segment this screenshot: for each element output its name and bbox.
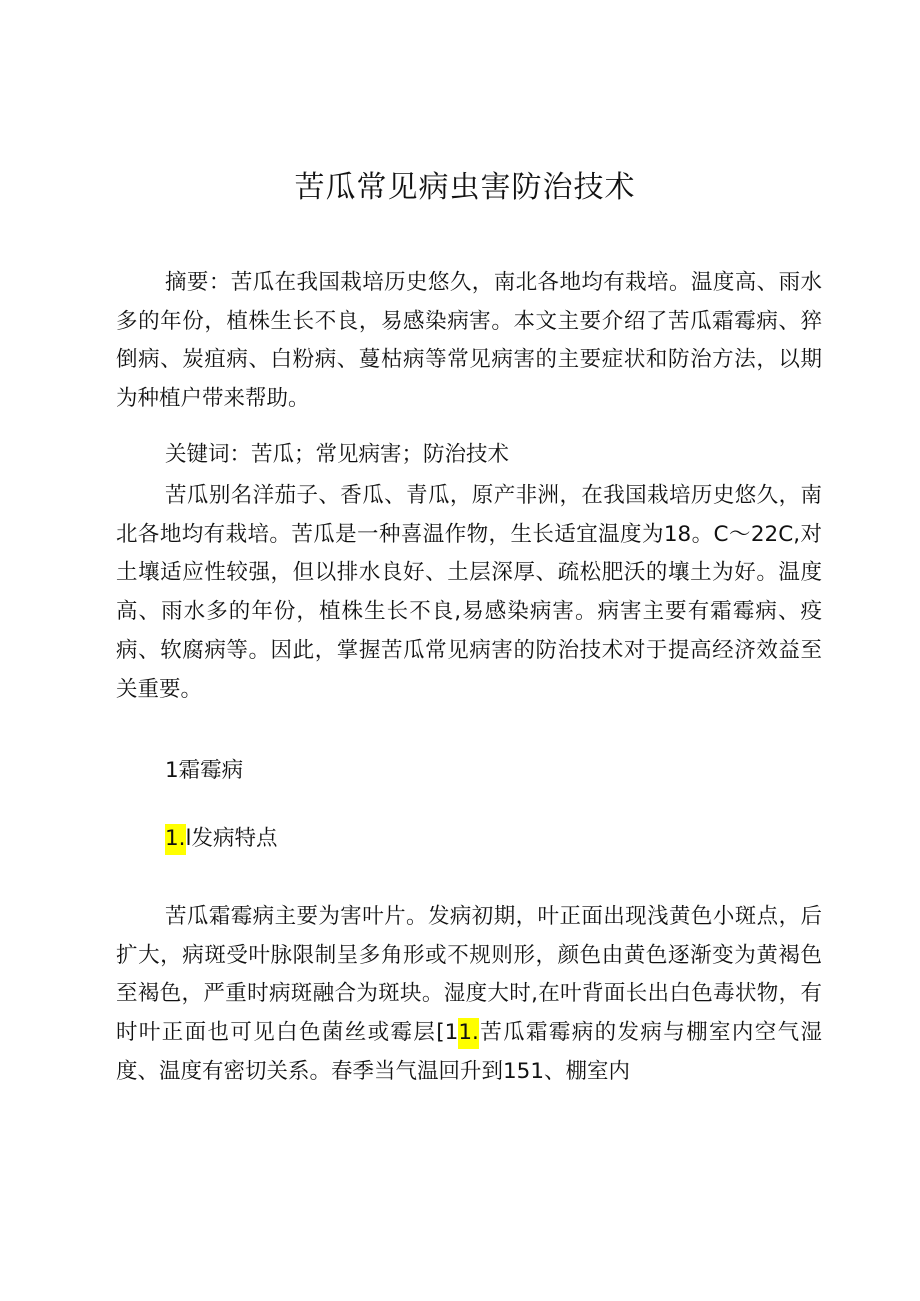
abstract-paragraph: 摘要：苦瓜在我国栽培历史悠久，南北各地均有栽培。温度高、雨水多的年份，植株生长不良，易感染病害。本文主要介绍了苦瓜霜霉病、猝倒病、炭疽病、白粉病、蔓枯病等常见病害的主要症状和防治方法，以期为种植户带来帮助。	[116, 270, 822, 412]
body-text-part2: 苦瓜霜霉病的发病与棚室内空气湿度、温度有密切关系。春季当气温回升到151、棚室内	[116, 1020, 822, 1084]
section-1-heading: 1霜霉病	[165, 758, 244, 783]
section-1-1-title: l发病特点	[185, 826, 278, 851]
body-text-part1: 苦瓜霜霉病主要为害叶片。发病初期，叶正面出现浅黄色小斑点，后扩大，病斑受叶脉限制呈多角形或不规则形，颜色由黄色逐渐变为黄褐色至褐色，严重时病斑融合为斑块。湿度大时,在叶背面长出白色毒状物，有时叶正面也可见白色菌丝或霉层[1	[116, 904, 822, 1046]
section-1-1-heading	[165, 820, 278, 858]
citation-highlight: 1.	[458, 1018, 479, 1049]
body-paragraph	[116, 898, 822, 1092]
section-1-1-number-highlight: 1.	[165, 824, 186, 855]
intro-paragraph: 苦瓜别名洋茄子、香瓜、青瓜，原产非洲，在我国栽培历史悠久，南北各地均有栽培。苦瓜是一种喜温作物，生长适宜温度为18。C～22C,对土壤适应性较强，但以排水良好、土层深厚、疏松肥沃的壤土为好。温度高、雨水多的年份，植株生长不良,易感染病害。病害主要有霜霉病、疫病、软腐病等。因此，掌握苦瓜常见病害的防治技术对于提高经济效益至关重要。	[116, 483, 822, 702]
document-title: 苦瓜常见病虫害防治技术	[294, 170, 636, 205]
keywords-line: 关键词：苦瓜；常见病害；防治技术	[165, 442, 510, 467]
